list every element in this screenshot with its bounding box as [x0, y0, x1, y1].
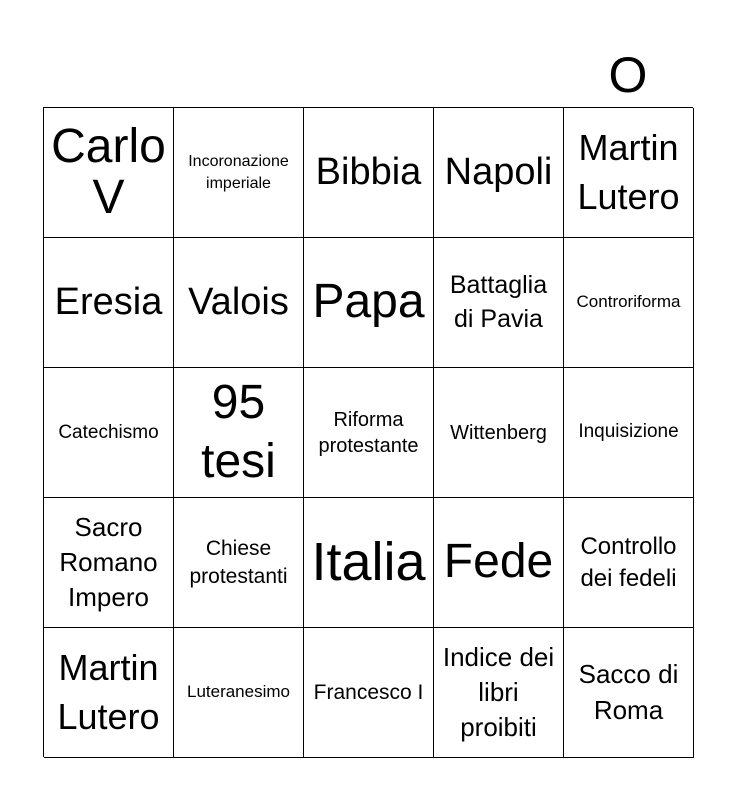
- bingo-cell[interactable]: [434, 368, 564, 498]
- bingo-cell[interactable]: [174, 628, 304, 758]
- bingo-cell-text: Carlo V: [51, 120, 166, 224]
- bingo-cell[interactable]: [304, 498, 434, 628]
- bingo-cell-text: Controllo dei fedeli: [580, 533, 677, 592]
- bingo-cell-text: Bibbia: [315, 150, 422, 193]
- bingo-cell[interactable]: [564, 498, 694, 628]
- bingo-cell-text: Valois: [188, 280, 289, 323]
- bingo-cell[interactable]: [44, 368, 174, 498]
- header-letter-4: [433, 44, 563, 106]
- header-letter-3: [303, 44, 433, 106]
- bingo-cell-text: Wittenberg: [450, 421, 547, 444]
- bingo-cell[interactable]: [304, 368, 434, 498]
- bingo-cell-text: Napoli: [444, 150, 553, 193]
- bingo-cell-text: Luteranesimo: [186, 682, 290, 702]
- bingo-card-grid: [43, 107, 693, 757]
- bingo-cell-text: Controriforma: [576, 292, 681, 312]
- bingo-cell[interactable]: [174, 498, 304, 628]
- bingo-cell-text: Battaglia di Pavia: [449, 270, 548, 333]
- bingo-cell[interactable]: [564, 238, 694, 368]
- bingo-cell-text: Francesco I: [313, 680, 424, 704]
- bingo-cell[interactable]: [564, 368, 694, 498]
- header-letter-5: O: [608, 47, 648, 103]
- bingo-cell[interactable]: [564, 108, 694, 238]
- bingo-cell-text: Sacro Romano Impero: [59, 511, 158, 613]
- bingo-cell[interactable]: [174, 238, 304, 368]
- bingo-cell-text: 95 tesi: [201, 375, 276, 488]
- bingo-cell-text: Italia: [311, 532, 426, 593]
- bingo-cell[interactable]: [434, 498, 564, 628]
- bingo-cell-text: Papa: [312, 275, 425, 329]
- bingo-cell[interactable]: [304, 108, 434, 238]
- bingo-cell[interactable]: [174, 108, 304, 238]
- header-letter-2: [173, 44, 303, 106]
- bingo-cell[interactable]: [44, 628, 174, 758]
- bingo-cell[interactable]: [304, 238, 434, 368]
- bingo-cell-text: Sacco di Roma: [578, 659, 679, 725]
- bingo-cell-text: Catechismo: [58, 421, 159, 443]
- bingo-cell-text: Martin Lutero: [57, 646, 160, 737]
- bingo-cell[interactable]: [44, 498, 174, 628]
- bingo-cell[interactable]: [564, 628, 694, 758]
- bingo-cell-text: Martin Lutero: [577, 126, 680, 217]
- bingo-cell[interactable]: [174, 368, 304, 498]
- bingo-cell[interactable]: [44, 238, 174, 368]
- bingo-cell-text: Eresia: [54, 280, 163, 323]
- bingo-cell-text: Riforma protestante: [318, 408, 419, 457]
- bingo-cell[interactable]: [434, 628, 564, 758]
- bingo-cell-text: Chiese protestanti: [189, 537, 288, 588]
- bingo-cell[interactable]: [44, 108, 174, 238]
- bingo-cell-text: Fede: [443, 535, 554, 589]
- bingo-cell[interactable]: [304, 628, 434, 758]
- bingo-header: [43, 44, 693, 106]
- bingo-cell-text: Inquisizione: [578, 421, 679, 443]
- bingo-cell[interactable]: [434, 108, 564, 238]
- bingo-cell[interactable]: [434, 238, 564, 368]
- bingo-cell-text: Incoronazione imperiale: [188, 152, 289, 192]
- bingo-cell-text: Indice dei libri proibiti: [442, 641, 555, 743]
- header-letter-1: [43, 44, 173, 106]
